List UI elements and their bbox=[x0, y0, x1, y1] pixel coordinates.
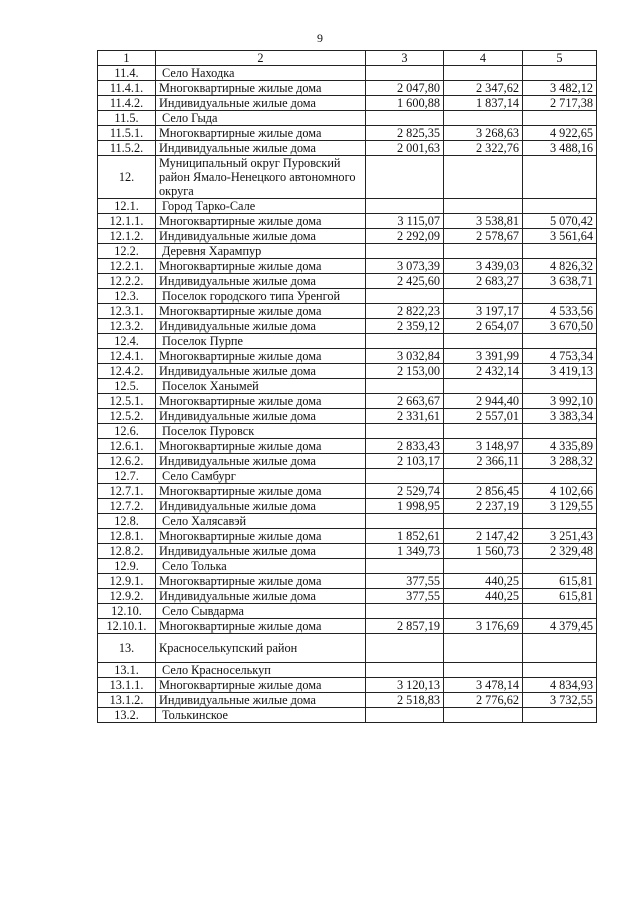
table-row bbox=[98, 349, 597, 364]
row-value-col5 bbox=[523, 514, 597, 529]
row-code: 12.9.1. bbox=[98, 574, 156, 589]
row-value-col5: 3 638,71 bbox=[523, 274, 597, 289]
row-value-col3: 2 518,83 bbox=[366, 693, 444, 708]
row-name: Индивидуальные жилые дома bbox=[156, 141, 366, 156]
row-value-col4 bbox=[444, 663, 523, 678]
row-value-col4 bbox=[444, 424, 523, 439]
column-header-2: 2 bbox=[156, 51, 366, 66]
row-value-col3: 2 047,80 bbox=[366, 81, 444, 96]
row-value-col4 bbox=[444, 334, 523, 349]
row-name: Индивидуальные жилые дома bbox=[156, 454, 366, 469]
table-row bbox=[98, 708, 597, 723]
row-value-col4: 2 237,19 bbox=[444, 499, 523, 514]
row-name: Поселок Ханымей bbox=[156, 379, 366, 394]
row-value-col4 bbox=[444, 559, 523, 574]
table-row bbox=[98, 484, 597, 499]
row-value-col4 bbox=[444, 66, 523, 81]
row-value-col3: 1 349,73 bbox=[366, 544, 444, 559]
row-name: Село Гыда bbox=[156, 111, 366, 126]
row-code: 12.3. bbox=[98, 289, 156, 304]
row-name: Село Толька bbox=[156, 559, 366, 574]
row-code: 11.5.1. bbox=[98, 126, 156, 141]
row-value-col3 bbox=[366, 604, 444, 619]
row-value-col5: 2 717,38 bbox=[523, 96, 597, 111]
table-row bbox=[98, 589, 597, 604]
row-value-col3: 2 001,63 bbox=[366, 141, 444, 156]
row-name: Село Красноселькуп bbox=[156, 663, 366, 678]
row-value-col5: 4 102,66 bbox=[523, 484, 597, 499]
row-code: 12.9. bbox=[98, 559, 156, 574]
row-value-col3: 3 120,13 bbox=[366, 678, 444, 693]
row-code: 12.7. bbox=[98, 469, 156, 484]
row-code: 13.2. bbox=[98, 708, 156, 723]
row-value-col5 bbox=[523, 604, 597, 619]
row-value-col3: 377,55 bbox=[366, 574, 444, 589]
row-name: Индивидуальные жилые дома bbox=[156, 364, 366, 379]
row-name: Индивидуальные жилые дома bbox=[156, 319, 366, 334]
row-value-col3: 2 822,23 bbox=[366, 304, 444, 319]
row-value-col4: 2 147,42 bbox=[444, 529, 523, 544]
table-row bbox=[98, 409, 597, 424]
row-value-col3: 2 153,00 bbox=[366, 364, 444, 379]
row-value-col3 bbox=[366, 559, 444, 574]
row-value-col3 bbox=[366, 334, 444, 349]
row-name: Село Халясавэй bbox=[156, 514, 366, 529]
row-value-col4: 3 268,63 bbox=[444, 126, 523, 141]
table-row bbox=[98, 126, 597, 141]
table-header-row bbox=[98, 51, 597, 66]
row-value-col4 bbox=[444, 111, 523, 126]
row-value-col5 bbox=[523, 663, 597, 678]
row-name: Село Сывдарма bbox=[156, 604, 366, 619]
row-value-col5 bbox=[523, 469, 597, 484]
row-value-col4: 2 856,45 bbox=[444, 484, 523, 499]
row-name: Многоквартирные жилые дома bbox=[156, 439, 366, 454]
row-value-col3: 2 857,19 bbox=[366, 619, 444, 634]
table-row bbox=[98, 81, 597, 96]
row-value-col5: 4 533,56 bbox=[523, 304, 597, 319]
row-name: Город Тарко-Сале bbox=[156, 199, 366, 214]
row-value-col5: 4 922,65 bbox=[523, 126, 597, 141]
row-value-col3: 1 998,95 bbox=[366, 499, 444, 514]
row-value-col4: 3 478,14 bbox=[444, 678, 523, 693]
column-header-1: 1 bbox=[98, 51, 156, 66]
table-row bbox=[98, 424, 597, 439]
row-value-col4: 2 366,11 bbox=[444, 454, 523, 469]
row-value-col5: 615,81 bbox=[523, 589, 597, 604]
row-name: Поселок Пуровск bbox=[156, 424, 366, 439]
table-row bbox=[98, 319, 597, 334]
row-code: 11.5. bbox=[98, 111, 156, 126]
table-row bbox=[98, 259, 597, 274]
row-value-col3: 2 663,67 bbox=[366, 394, 444, 409]
row-value-col5: 5 070,42 bbox=[523, 214, 597, 229]
row-name: Индивидуальные жилые дома bbox=[156, 544, 366, 559]
row-value-col4: 3 538,81 bbox=[444, 214, 523, 229]
table-row bbox=[98, 66, 597, 81]
row-name: Многоквартирные жилые дома bbox=[156, 619, 366, 634]
table-row bbox=[98, 274, 597, 289]
row-value-col4: 3 439,03 bbox=[444, 259, 523, 274]
row-code: 12.2.1. bbox=[98, 259, 156, 274]
row-value-col3 bbox=[366, 244, 444, 259]
row-value-col4: 1 837,14 bbox=[444, 96, 523, 111]
row-value-col3 bbox=[366, 708, 444, 723]
row-name: Многоквартирные жилые дома bbox=[156, 574, 366, 589]
row-code: 12.5.1. bbox=[98, 394, 156, 409]
table-row bbox=[98, 214, 597, 229]
row-value-col5: 3 992,10 bbox=[523, 394, 597, 409]
row-value-col3: 2 331,61 bbox=[366, 409, 444, 424]
row-code: 13. bbox=[98, 634, 156, 663]
row-code: 12.6.2. bbox=[98, 454, 156, 469]
row-value-col3: 3 032,84 bbox=[366, 349, 444, 364]
row-value-col5 bbox=[523, 111, 597, 126]
row-code: 12.8. bbox=[98, 514, 156, 529]
row-value-col5 bbox=[523, 156, 597, 199]
column-header-5: 5 bbox=[523, 51, 597, 66]
row-code: 12.9.2. bbox=[98, 589, 156, 604]
row-value-col3: 2 292,09 bbox=[366, 229, 444, 244]
row-value-col4: 2 557,01 bbox=[444, 409, 523, 424]
row-value-col3 bbox=[366, 66, 444, 81]
column-header-3: 3 bbox=[366, 51, 444, 66]
row-value-col5 bbox=[523, 244, 597, 259]
row-name: Многоквартирные жилые дома bbox=[156, 529, 366, 544]
row-value-col5 bbox=[523, 708, 597, 723]
row-name: Многоквартирные жилые дома bbox=[156, 349, 366, 364]
table-row bbox=[98, 544, 597, 559]
row-value-col4 bbox=[444, 289, 523, 304]
table-row bbox=[98, 529, 597, 544]
row-code: 12.6. bbox=[98, 424, 156, 439]
row-value-col5 bbox=[523, 66, 597, 81]
row-value-col5 bbox=[523, 559, 597, 574]
row-value-col4: 2 347,62 bbox=[444, 81, 523, 96]
row-code: 12.7.2. bbox=[98, 499, 156, 514]
row-name: Поселок Пурпе bbox=[156, 334, 366, 349]
row-value-col3 bbox=[366, 514, 444, 529]
row-value-col5 bbox=[523, 199, 597, 214]
row-value-col4: 2 944,40 bbox=[444, 394, 523, 409]
row-name: Деревня Харампур bbox=[156, 244, 366, 259]
row-value-col3: 3 073,39 bbox=[366, 259, 444, 274]
row-name: Индивидуальные жилые дома bbox=[156, 589, 366, 604]
table-row bbox=[98, 574, 597, 589]
table-row bbox=[98, 439, 597, 454]
row-name: Красноселькупский район bbox=[156, 634, 366, 663]
table-row bbox=[98, 604, 597, 619]
row-value-col5: 3 670,50 bbox=[523, 319, 597, 334]
table-row bbox=[98, 663, 597, 678]
table-row bbox=[98, 454, 597, 469]
table-row bbox=[98, 111, 597, 126]
table-row bbox=[98, 96, 597, 111]
row-value-col3 bbox=[366, 469, 444, 484]
row-value-col4: 440,25 bbox=[444, 589, 523, 604]
row-value-col3: 2 103,17 bbox=[366, 454, 444, 469]
row-value-col3 bbox=[366, 156, 444, 199]
row-name: Многоквартирные жилые дома bbox=[156, 394, 366, 409]
column-header-4: 4 bbox=[444, 51, 523, 66]
row-value-col4 bbox=[444, 156, 523, 199]
row-code: 13.1.1. bbox=[98, 678, 156, 693]
row-code: 12. bbox=[98, 156, 156, 199]
row-code: 12.4. bbox=[98, 334, 156, 349]
row-name: Муниципальный округ Пуровский район Ямало-Ненецкого автономного округа bbox=[156, 156, 366, 199]
row-value-col4: 3 148,97 bbox=[444, 439, 523, 454]
row-code: 12.1. bbox=[98, 199, 156, 214]
row-name: Индивидуальные жилые дома bbox=[156, 274, 366, 289]
row-value-col3: 2 833,43 bbox=[366, 439, 444, 454]
row-value-col4: 1 560,73 bbox=[444, 544, 523, 559]
row-name: Многоквартирные жилые дома bbox=[156, 259, 366, 274]
row-value-col5: 4 826,32 bbox=[523, 259, 597, 274]
row-name: Индивидуальные жилые дома bbox=[156, 499, 366, 514]
row-value-col4 bbox=[444, 634, 523, 663]
row-code: 11.5.2. bbox=[98, 141, 156, 156]
table-row bbox=[98, 364, 597, 379]
row-code: 12.3.1. bbox=[98, 304, 156, 319]
row-value-col5: 4 753,34 bbox=[523, 349, 597, 364]
table-row bbox=[98, 514, 597, 529]
row-code: 12.2.2. bbox=[98, 274, 156, 289]
row-value-col5: 4 335,89 bbox=[523, 439, 597, 454]
row-value-col4: 3 176,69 bbox=[444, 619, 523, 634]
row-value-col3 bbox=[366, 424, 444, 439]
row-value-col5: 3 129,55 bbox=[523, 499, 597, 514]
table-row bbox=[98, 693, 597, 708]
row-value-col5: 3 383,34 bbox=[523, 409, 597, 424]
row-value-col5 bbox=[523, 379, 597, 394]
table-row bbox=[98, 379, 597, 394]
row-name: Многоквартирные жилые дома bbox=[156, 304, 366, 319]
table-row bbox=[98, 619, 597, 634]
row-name: Поселок городского типа Уренгой bbox=[156, 289, 366, 304]
table-row bbox=[98, 289, 597, 304]
row-value-col5 bbox=[523, 289, 597, 304]
row-value-col4: 3 197,17 bbox=[444, 304, 523, 319]
row-value-col3: 2 359,12 bbox=[366, 319, 444, 334]
row-name: Индивидуальные жилые дома bbox=[156, 409, 366, 424]
row-name: Многоквартирные жилые дома bbox=[156, 484, 366, 499]
table-row bbox=[98, 499, 597, 514]
row-value-col3 bbox=[366, 379, 444, 394]
row-value-col3: 1 852,61 bbox=[366, 529, 444, 544]
row-code: 12.7.1. bbox=[98, 484, 156, 499]
row-name: Многоквартирные жилые дома bbox=[156, 678, 366, 693]
row-code: 12.4.1. bbox=[98, 349, 156, 364]
row-value-col3 bbox=[366, 289, 444, 304]
row-value-col3: 3 115,07 bbox=[366, 214, 444, 229]
row-value-col5 bbox=[523, 424, 597, 439]
table-row bbox=[98, 199, 597, 214]
row-value-col3: 2 425,60 bbox=[366, 274, 444, 289]
table-row bbox=[98, 244, 597, 259]
row-value-col3 bbox=[366, 111, 444, 126]
row-value-col5: 3 732,55 bbox=[523, 693, 597, 708]
row-value-col5: 4 379,45 bbox=[523, 619, 597, 634]
row-value-col4 bbox=[444, 604, 523, 619]
row-name: Село Самбург bbox=[156, 469, 366, 484]
row-value-col3: 2 529,74 bbox=[366, 484, 444, 499]
row-name: Толькинское bbox=[156, 708, 366, 723]
row-name: Индивидуальные жилые дома bbox=[156, 693, 366, 708]
row-code: 12.10. bbox=[98, 604, 156, 619]
row-name: Многоквартирные жилые дома bbox=[156, 81, 366, 96]
table-row bbox=[98, 469, 597, 484]
row-value-col5 bbox=[523, 334, 597, 349]
row-name: Многоквартирные жилые дома bbox=[156, 214, 366, 229]
row-value-col4 bbox=[444, 244, 523, 259]
table-row bbox=[98, 394, 597, 409]
tariff-table bbox=[97, 50, 597, 723]
row-code: 12.2. bbox=[98, 244, 156, 259]
row-value-col4: 2 578,67 bbox=[444, 229, 523, 244]
row-value-col4 bbox=[444, 379, 523, 394]
row-code: 13.1. bbox=[98, 663, 156, 678]
row-value-col5: 615,81 bbox=[523, 574, 597, 589]
row-value-col4: 2 654,07 bbox=[444, 319, 523, 334]
table-row bbox=[98, 156, 597, 199]
row-value-col3 bbox=[366, 634, 444, 663]
row-value-col4: 2 683,27 bbox=[444, 274, 523, 289]
row-value-col3: 377,55 bbox=[366, 589, 444, 604]
table-row bbox=[98, 634, 597, 663]
row-value-col5: 3 419,13 bbox=[523, 364, 597, 379]
row-code: 12.10.1. bbox=[98, 619, 156, 634]
table-row bbox=[98, 141, 597, 156]
row-code: 11.4. bbox=[98, 66, 156, 81]
row-code: 12.6.1. bbox=[98, 439, 156, 454]
table-row bbox=[98, 334, 597, 349]
row-value-col5: 3 488,16 bbox=[523, 141, 597, 156]
table-row bbox=[98, 559, 597, 574]
row-name: Село Находка bbox=[156, 66, 366, 81]
row-value-col5: 4 834,93 bbox=[523, 678, 597, 693]
row-value-col3 bbox=[366, 663, 444, 678]
table-row bbox=[98, 229, 597, 244]
row-value-col4 bbox=[444, 514, 523, 529]
row-code: 13.1.2. bbox=[98, 693, 156, 708]
row-code: 12.8.1. bbox=[98, 529, 156, 544]
row-value-col5: 3 288,32 bbox=[523, 454, 597, 469]
row-value-col4: 2 432,14 bbox=[444, 364, 523, 379]
row-value-col5: 2 329,48 bbox=[523, 544, 597, 559]
row-value-col4: 3 391,99 bbox=[444, 349, 523, 364]
row-value-col4: 440,25 bbox=[444, 574, 523, 589]
row-code: 12.5.2. bbox=[98, 409, 156, 424]
row-value-col4 bbox=[444, 469, 523, 484]
row-code: 12.1.1. bbox=[98, 214, 156, 229]
row-name: Многоквартирные жилые дома bbox=[156, 126, 366, 141]
row-value-col3: 1 600,88 bbox=[366, 96, 444, 111]
row-code: 12.4.2. bbox=[98, 364, 156, 379]
row-code: 12.3.2. bbox=[98, 319, 156, 334]
table-row bbox=[98, 678, 597, 693]
row-value-col5: 3 251,43 bbox=[523, 529, 597, 544]
row-value-col4 bbox=[444, 199, 523, 214]
row-value-col3 bbox=[366, 199, 444, 214]
row-code: 12.1.2. bbox=[98, 229, 156, 244]
table-body bbox=[98, 66, 597, 723]
row-value-col5 bbox=[523, 634, 597, 663]
row-name: Индивидуальные жилые дома bbox=[156, 96, 366, 111]
row-code: 12.5. bbox=[98, 379, 156, 394]
page-number: 9 bbox=[317, 31, 323, 45]
row-value-col5: 3 482,12 bbox=[523, 81, 597, 96]
row-value-col3: 2 825,35 bbox=[366, 126, 444, 141]
row-value-col4 bbox=[444, 708, 523, 723]
row-code: 12.8.2. bbox=[98, 544, 156, 559]
row-value-col4: 2 322,76 bbox=[444, 141, 523, 156]
row-code: 11.4.2. bbox=[98, 96, 156, 111]
table-row bbox=[98, 304, 597, 319]
row-code: 11.4.1. bbox=[98, 81, 156, 96]
row-value-col4: 2 776,62 bbox=[444, 693, 523, 708]
row-name: Индивидуальные жилые дома bbox=[156, 229, 366, 244]
row-value-col5: 3 561,64 bbox=[523, 229, 597, 244]
